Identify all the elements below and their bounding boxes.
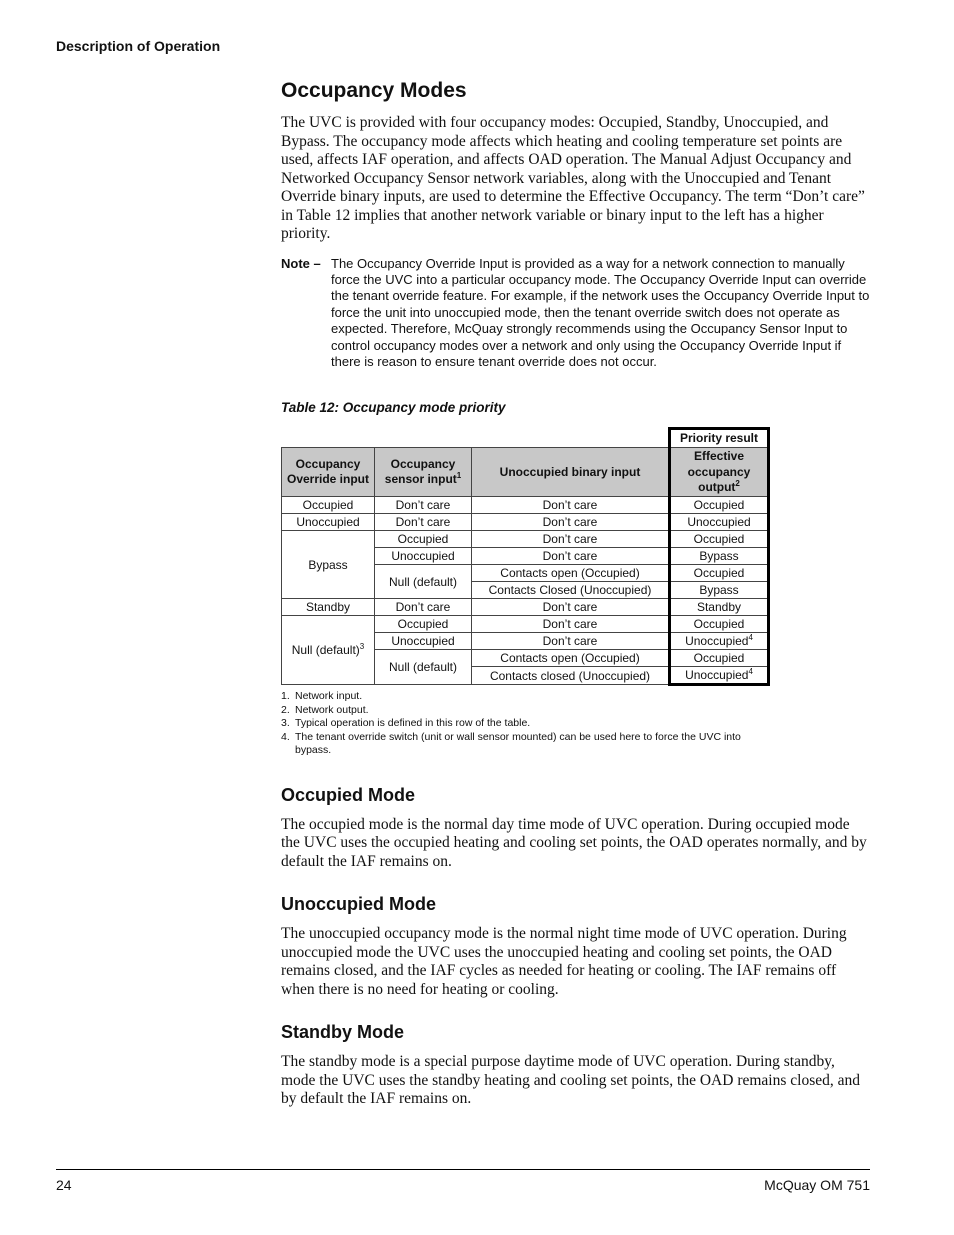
header-override-input: Occupancy Override input [282, 448, 375, 497]
cell-sensor: Don’t care [375, 599, 472, 616]
occupied-mode-text: The occupied mode is the normal day time mode of UVC operation. During occupied mode the UVC uses the occupied heating and cooling set points, the OAD operates normally, and by default the IAF remains on. [281, 815, 867, 870]
cell-override: Null (default)$^3$ [282, 616, 375, 685]
cell-binary: Don’t care [472, 548, 670, 565]
table-row [282, 599, 769, 616]
note-block [281, 256, 871, 371]
cell-output: Unoccupied [670, 514, 769, 531]
cell-output: Bypass [670, 582, 769, 599]
cell-sensor: Don’t care [375, 514, 472, 531]
cell-binary: Don’t care [472, 531, 670, 548]
standby-mode-heading: Standby Mode [281, 1022, 405, 1043]
document-id: McQuay OM 751 [764, 1177, 870, 1193]
standby-mode-text: The standby mode is a special purpose daytime mode of UVC operation. During standby, mode the UVC uses the standby heating and cooling set points, the OAD remains closed, and by default the IAF remains on. [281, 1053, 860, 1108]
cell-output: Occupied [670, 650, 769, 667]
cell-sensor: Occupied [375, 531, 472, 548]
cell-binary: Don’t care [472, 514, 670, 531]
page-number: 24 [56, 1177, 72, 1193]
cell-output: Unoccupied$^4$ [670, 667, 769, 685]
footnote: 1. Network input. [281, 690, 363, 703]
column-header-row [282, 448, 769, 497]
occupancy-priority-table [281, 427, 770, 686]
cell-override: Unoccupied [282, 514, 375, 531]
cell-output: Occupied [670, 616, 769, 633]
cell-override: Standby [282, 599, 375, 616]
cell-binary: Don’t care [472, 616, 670, 633]
cell-output: Bypass [670, 548, 769, 565]
page-title: Occupancy Modes [281, 79, 467, 102]
cell-binary: Contacts open (Occupied) [472, 565, 670, 582]
cell-binary: Don’t care [472, 633, 670, 650]
table-row [282, 531, 769, 548]
note-label: Note – [281, 255, 321, 271]
cell-output: Unoccupied$^4$ [670, 633, 769, 650]
cell-override: Occupied [282, 497, 375, 514]
page-content [281, 78, 871, 1109]
unoccupied-mode-section [281, 893, 871, 999]
unoccupied-mode-text: The unoccupied occupancy mode is the normal night time mode of UVC operation. During unoccupied mode the UVC uses the unoccupied heating and cooling set points, the OAD remains closed, and the IAF cycles as needed for heating or cooling. The IAF remains off when there is no need for heating or cooling. [281, 925, 847, 998]
cell-sensor: Unoccupied [375, 633, 472, 650]
header-sensor-input: Occupancy sensor input$^1$ [375, 448, 472, 497]
cell-output: Occupied [670, 565, 769, 582]
standby-mode-section [281, 1021, 871, 1109]
cell-override: Bypass [282, 531, 375, 599]
cell-sensor: Don’t care [375, 497, 472, 514]
section-header: Description of Operation [56, 38, 221, 54]
cell-binary: Don’t care [472, 497, 670, 514]
cell-binary: Don’t care [472, 599, 670, 616]
intro-paragraph: The UVC is provided with four occupancy modes: Occupied, Standby, Unoccupied, and Bypass. The occupancy mode affects which heating and cooling temperature set points are used, affects IAF operation, and affects OAD operation. The Manual Adjust Occupancy and Networked Occupancy Sensor network variables, along with the Unoccupied and Tenant Override binary inputs, are used to determine the Effective Occupancy. The term “Don’t care” in Table 12 implies that another network variable or binary input to the left has a higher priority. [281, 114, 865, 242]
table-caption: Table 12: Occupancy mode priority [281, 400, 506, 416]
cell-output: Standby [670, 599, 769, 616]
cell-binary: Contacts closed (Unoccupied) [472, 667, 670, 685]
footnote: 3. Typical operation is defined in this row of the table. [281, 717, 531, 730]
table-spacer [282, 429, 670, 448]
footnote: 2. Network output. [281, 703, 369, 716]
note-text: The Occupancy Override Input is provided as a way for a network connection to manually force the UVC into a particular occupancy mode. The Occupancy Override Input can override the tenant override feature. For example, if the network uses the Occupancy Override Input to force the unit into unoccupied mode, then the tenant override switch does not operate as expected. Therefore, McQuay strongly recommends using the Occupancy Sensor Input to control occupancy modes over a network and only using the Occupancy Override Input if there is reason to ensure tenant override does not occur. [331, 255, 870, 369]
table-row [282, 616, 769, 633]
cell-binary: Contacts Closed (Unoccupied) [472, 582, 670, 599]
cell-output: Occupied [670, 531, 769, 548]
cell-output: Occupied [670, 497, 769, 514]
page-footer [56, 1169, 870, 1193]
table-row [282, 514, 769, 531]
header-effective-output: Effective occupancy output$^2$ [670, 448, 769, 497]
cell-sensor: Null (default) [375, 650, 472, 685]
cell-sensor: Occupied [375, 616, 472, 633]
unoccupied-mode-heading: Unoccupied Mode [281, 894, 437, 915]
priority-result-header: Priority result [670, 429, 769, 448]
occupied-mode-section [281, 784, 871, 872]
footnote: 4. The tenant override switch (unit or wall sensor mounted) can be used here to force the UVC into bypass. [281, 730, 741, 757]
cell-binary: Contacts open (Occupied) [472, 650, 670, 667]
priority-header-row [282, 429, 769, 448]
cell-sensor: Unoccupied [375, 548, 472, 565]
occupied-mode-heading: Occupied Mode [281, 784, 416, 805]
cell-sensor: Null (default) [375, 565, 472, 599]
table-row [282, 497, 769, 514]
header-binary-input: Unoccupied binary input [472, 448, 670, 497]
table-footnotes [281, 690, 771, 758]
